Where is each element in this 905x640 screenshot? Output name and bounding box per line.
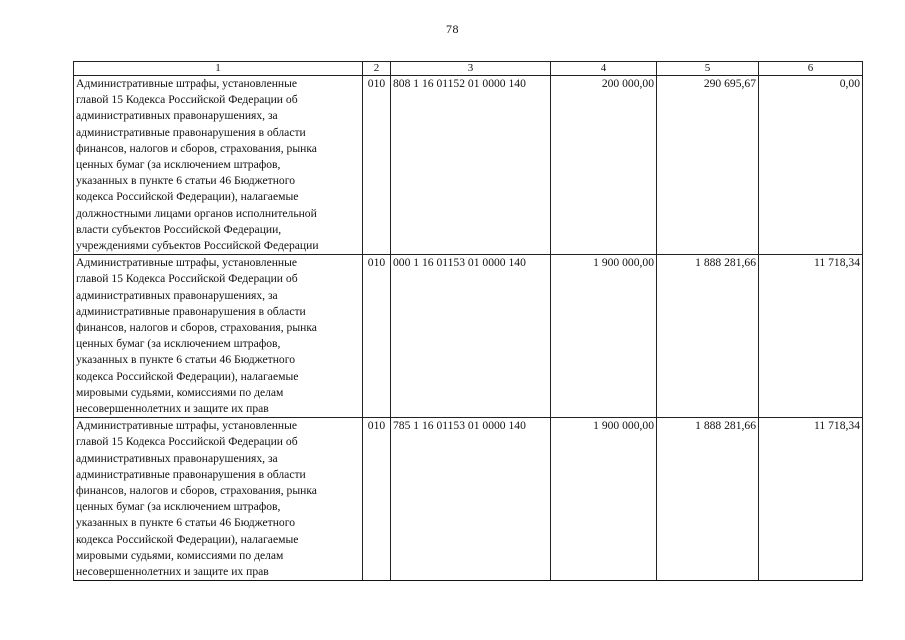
row-value-col5: 290 695,67 <box>657 76 759 255</box>
row-value-col6: 0,00 <box>759 76 863 255</box>
description-line: ценных бумаг (за исключением штрафов, <box>76 158 281 172</box>
row-classification-code: 808 1 16 01152 01 0000 140 <box>391 76 551 255</box>
description-line: мировыми судьями, комиссиями по делам <box>76 385 284 399</box>
row-line-code: 010 <box>363 76 391 255</box>
table-body <box>74 76 863 581</box>
description-line: административные правонарушения в области <box>76 467 306 481</box>
row-value-col4: 1 900 000,00 <box>551 418 657 581</box>
description-line: указанных в пункте 6 статьи 46 Бюджетного <box>76 353 295 367</box>
description-line: кодекса Российской Федерации), налагаемые <box>76 369 299 383</box>
description-line: административных правонарушениях, за <box>76 288 278 302</box>
description-line: административные правонарушения в области <box>76 125 306 139</box>
page-number: 78 <box>446 22 459 36</box>
description-line: ценных бумаг (за исключением штрафов, <box>76 337 281 351</box>
row-value-col6: 11 718,34 <box>759 418 863 581</box>
description-line: административных правонарушениях, за <box>76 109 278 123</box>
description-line: несовершеннолетних и защите их прав <box>76 402 269 416</box>
description-line: кодекса Российской Федерации), налагаемые <box>76 190 299 204</box>
description-line: власти субъектов Российской Федерации, <box>76 222 282 236</box>
table-row <box>74 255 863 418</box>
description-line: ценных бумаг (за исключением штрафов, <box>76 500 281 514</box>
row-value-col4: 200 000,00 <box>551 76 657 255</box>
header-col-6: 6 <box>759 62 863 76</box>
row-line-code: 010 <box>363 418 391 581</box>
header-row <box>74 62 863 76</box>
row-classification-code: 000 1 16 01153 01 0000 140 <box>391 255 551 418</box>
description-line: финансов, налогов и сборов, страхования, рынка <box>76 141 317 155</box>
header-col-5: 5 <box>657 62 759 76</box>
description-line: административных правонарушениях, за <box>76 451 278 465</box>
row-value-col6: 11 718,34 <box>759 255 863 418</box>
description-line: указанных в пункте 6 статьи 46 Бюджетного <box>76 516 295 530</box>
description-line: кодекса Российской Федерации), налагаемые <box>76 532 299 546</box>
row-description <box>74 76 363 255</box>
description-line: финансов, налогов и сборов, страхования, рынка <box>76 321 317 335</box>
row-classification-code: 785 1 16 01153 01 0000 140 <box>391 418 551 581</box>
description-line: указанных в пункте 6 статьи 46 Бюджетного <box>76 174 295 188</box>
row-line-code: 010 <box>363 255 391 418</box>
description-line: учреждениями субъектов Российской Федерации <box>76 239 319 253</box>
header-col-3: 3 <box>391 62 551 76</box>
description-line: должностными лицами органов исполнительной <box>76 206 317 220</box>
description-line: главой 15 Кодекса Российской Федерации об <box>76 435 298 449</box>
row-description <box>74 418 363 581</box>
header-col-2: 2 <box>363 62 391 76</box>
header-col-1: 1 <box>74 62 363 76</box>
row-description <box>74 255 363 418</box>
description-line: финансов, налогов и сборов, страхования, рынка <box>76 484 317 498</box>
description-line: административные правонарушения в области <box>76 304 306 318</box>
table-row <box>74 76 863 255</box>
description-line: Административные штрафы, установленные <box>76 419 298 433</box>
table-row <box>74 418 863 581</box>
description-line: Административные штрафы, установленные <box>76 256 298 270</box>
description-line: Административные штрафы, установленные <box>76 77 298 90</box>
row-value-col5: 1 888 281,66 <box>657 255 759 418</box>
header-col-4: 4 <box>551 62 657 76</box>
description-line: мировыми судьями, комиссиями по делам <box>76 548 284 562</box>
row-value-col4: 1 900 000,00 <box>551 255 657 418</box>
budget-report-table <box>73 61 863 581</box>
row-value-col5: 1 888 281,66 <box>657 418 759 581</box>
description-line: несовершеннолетних и защите их прав <box>76 565 269 579</box>
description-line: главой 15 Кодекса Российской Федерации об <box>76 93 298 107</box>
description-line: главой 15 Кодекса Российской Федерации об <box>76 272 298 286</box>
